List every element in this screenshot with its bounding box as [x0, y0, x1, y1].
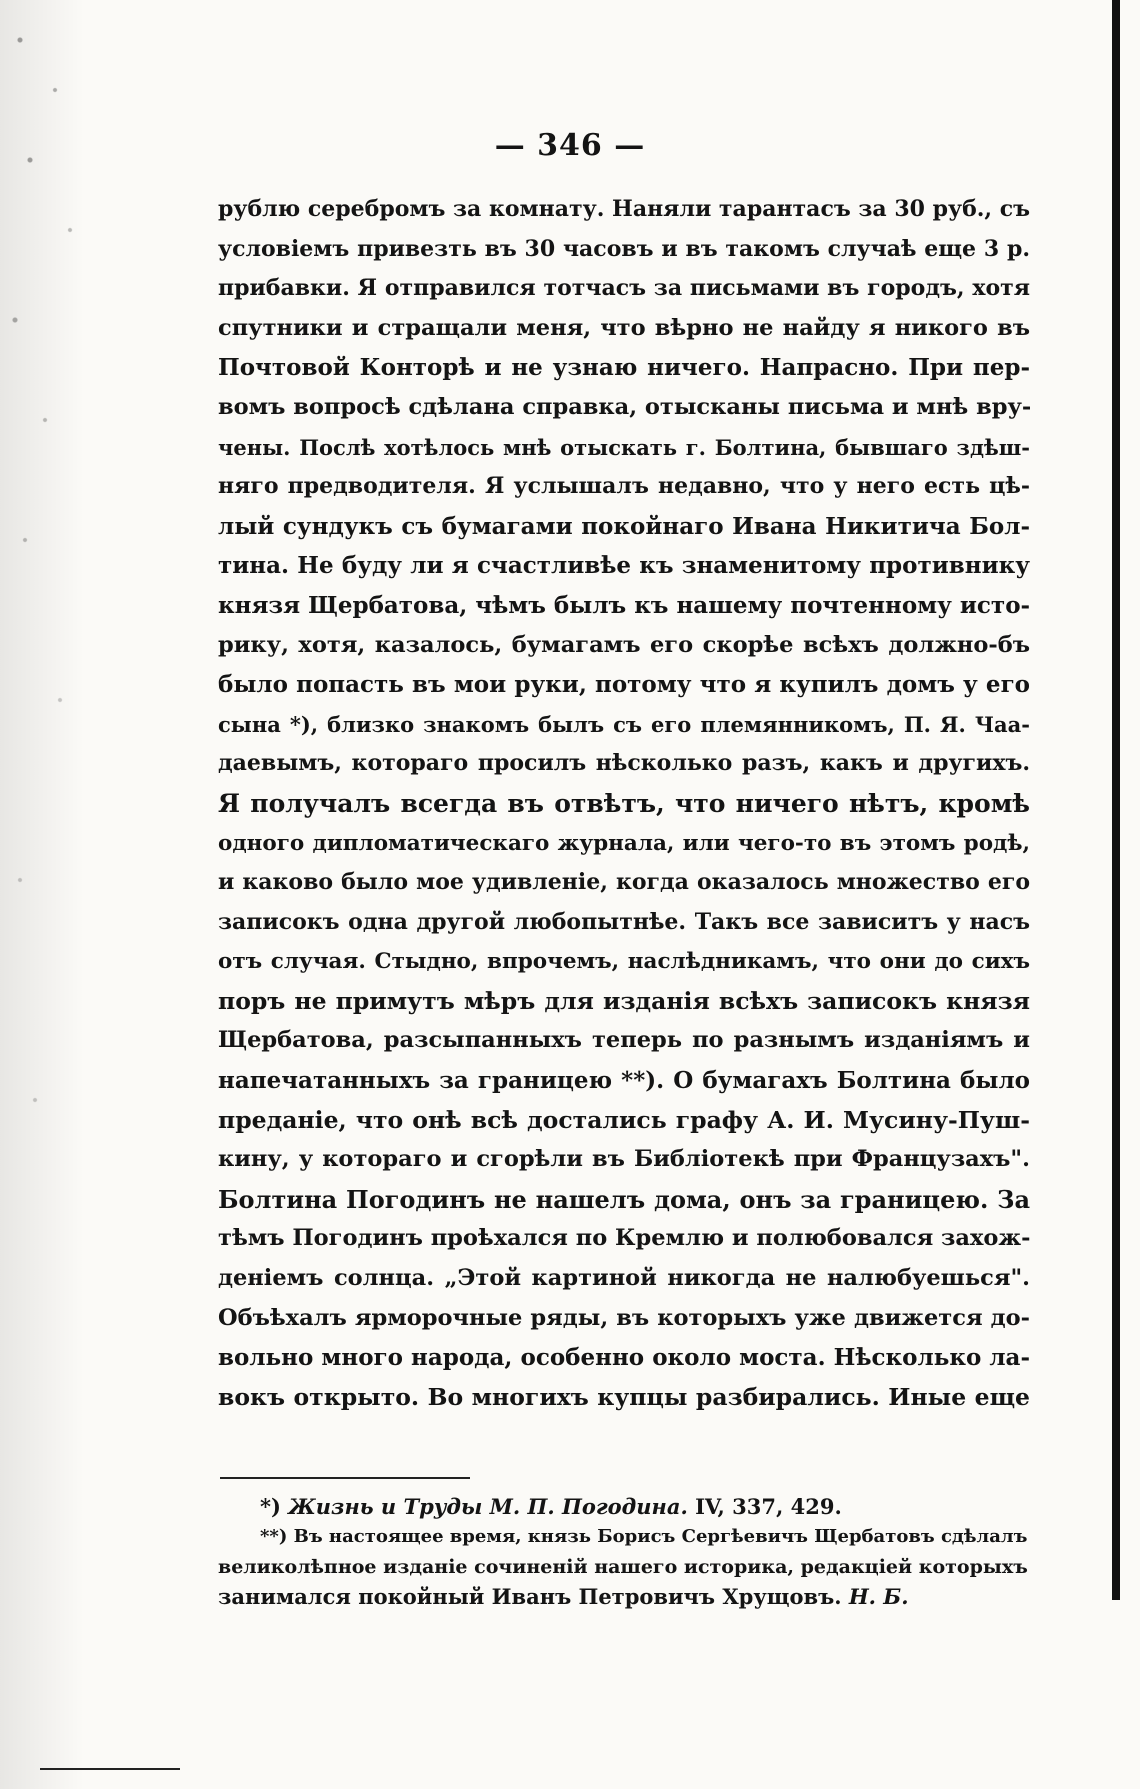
text-line: деніемъ солнца. „Этой картиной никогда не налюбуешься".	[218, 1265, 1030, 1292]
text-line: сына *), близко знакомъ былъ съ его племянникомъ, П. Я. Чаа-	[218, 711, 1030, 737]
text-line: поръ не примутъ мѣръ для изданія всѣхъ записокъ князя	[218, 986, 1030, 1015]
footnote-2-text: занимался покойный Иванъ Петровичъ Хрущовъ.	[218, 1584, 842, 1609]
page-number: — 346 —	[494, 128, 646, 163]
footnotes	[218, 1492, 1028, 1612]
text-line: князя Щербатова, чѣмъ былъ къ нашему почтенному исто-	[218, 591, 1031, 619]
text-line: вокъ открыто. Во многихъ купцы разбирались. Иные еще	[218, 1382, 1030, 1411]
text-line: спутники и стращали меня, что вѣрно не найду я никого въ	[218, 314, 1030, 341]
text-line: рику, хотя, казалось, бумагамъ его скорѣе всѣхъ должно-бъ	[218, 631, 1030, 658]
text-line: тина. Не буду ли я счастливѣе къ знаменитому противнику	[218, 552, 1030, 580]
text-line: рублю серебромъ за комнату. Наняли тарантасъ за 30 руб., съ	[218, 196, 1030, 222]
text-line: лый сундукъ съ бумагами покойнаго Ивана Никитича Бол-	[218, 512, 1030, 540]
text-line: даевымъ, котораго просилъ нѣсколько разъ, какъ и другихъ.	[218, 750, 1030, 777]
text-line: отъ случая. Стыдно, впрочемъ, наслѣдникамъ, что они до сихъ	[218, 949, 1030, 975]
text-line: вомъ вопросѣ сдѣлана справка, отысканы письма и мнѣ вру-	[218, 393, 1032, 420]
footnote-2-line-2: великолѣпное изданіе сочиненій нашего историка, редакціей которыхъ	[218, 1556, 1028, 1578]
text-line: няго предводителя. Я услышалъ недавно, что у него есть цѣ-	[218, 473, 1030, 500]
text-line: записокъ одна другой любопытнѣе. Такъ все зависитъ у насъ	[218, 908, 1030, 935]
text-line: преданіе, что онѣ всѣ достались графу А. И. Мусину-Пуш-	[218, 1105, 1030, 1134]
text-line: тѣмъ Погодинъ проѣхался по Кремлю и полюбовался захож-	[218, 1225, 1031, 1252]
text-line: прибавки. Я отправился тотчасъ за письмами въ городъ, хотя	[218, 275, 1030, 302]
footnote-2-signature: Н. Б.	[848, 1584, 909, 1609]
text-line: кину, у котораго и сгорѣли въ Библіотекѣ при Французахъ".	[218, 1146, 1030, 1173]
scan-edge-noise	[0, 0, 140, 1789]
text-line: и каково было мое удивленіе, когда оказалось множество его	[218, 869, 1030, 896]
text-line: было попасть въ мои руки, потому что я купилъ домъ у его	[218, 671, 1030, 699]
footnote-2-line-1: **) Въ настоящее время, князь Борисъ Сергѣевичъ Щербатовъ сдѣлалъ	[260, 1526, 1028, 1547]
text-line: чены. Послѣ хотѣлось мнѣ отыскать г. Болтина, бывшаго здѣш-	[218, 434, 1030, 460]
text-line: Я получалъ всегда въ отвѣтъ, что ничего нѣтъ, кромѣ	[218, 788, 1030, 818]
text-line: условіемъ привезть въ 30 часовъ и въ такомъ случаѣ еще 3 р.	[218, 235, 1030, 262]
text-line: напечатанныхъ за границею **). О бумагахъ Болтина было	[218, 1067, 1030, 1095]
text-line: Болтина Погодинъ не нашелъ дома, онъ за границею. За	[218, 1184, 1030, 1214]
footnote-1-title: Жизнь и Труды М. П. Погодина.	[288, 1494, 688, 1519]
text-line: Щербатова, разсыпанныхъ теперь по разнымъ изданіямъ и	[218, 1027, 1030, 1054]
footnote-1-ref: IV, 337, 429.	[695, 1494, 842, 1519]
text-line: вольно много народа, особенно около моста. Нѣсколько ла-	[218, 1344, 1030, 1372]
text-line: Почтовой Конторѣ и не узнаю ничего. Напрасно. При пер-	[218, 354, 1030, 382]
footnote-divider	[220, 1477, 470, 1479]
main-text	[218, 190, 1030, 1417]
text-line: Объѣхалъ ярморочные ряды, въ которыхъ уже движется до-	[218, 1304, 1030, 1331]
footnote-2-line-3	[218, 1582, 1028, 1612]
text-line: одного дипломатическаго журнала, или чего-то въ этомъ родѣ,	[218, 830, 1030, 856]
footnote-1-marker: *)	[260, 1494, 281, 1519]
scan-edge-right	[1112, 0, 1120, 1600]
footnote-1	[218, 1492, 1028, 1522]
scan-bottom-mark	[40, 1768, 180, 1770]
